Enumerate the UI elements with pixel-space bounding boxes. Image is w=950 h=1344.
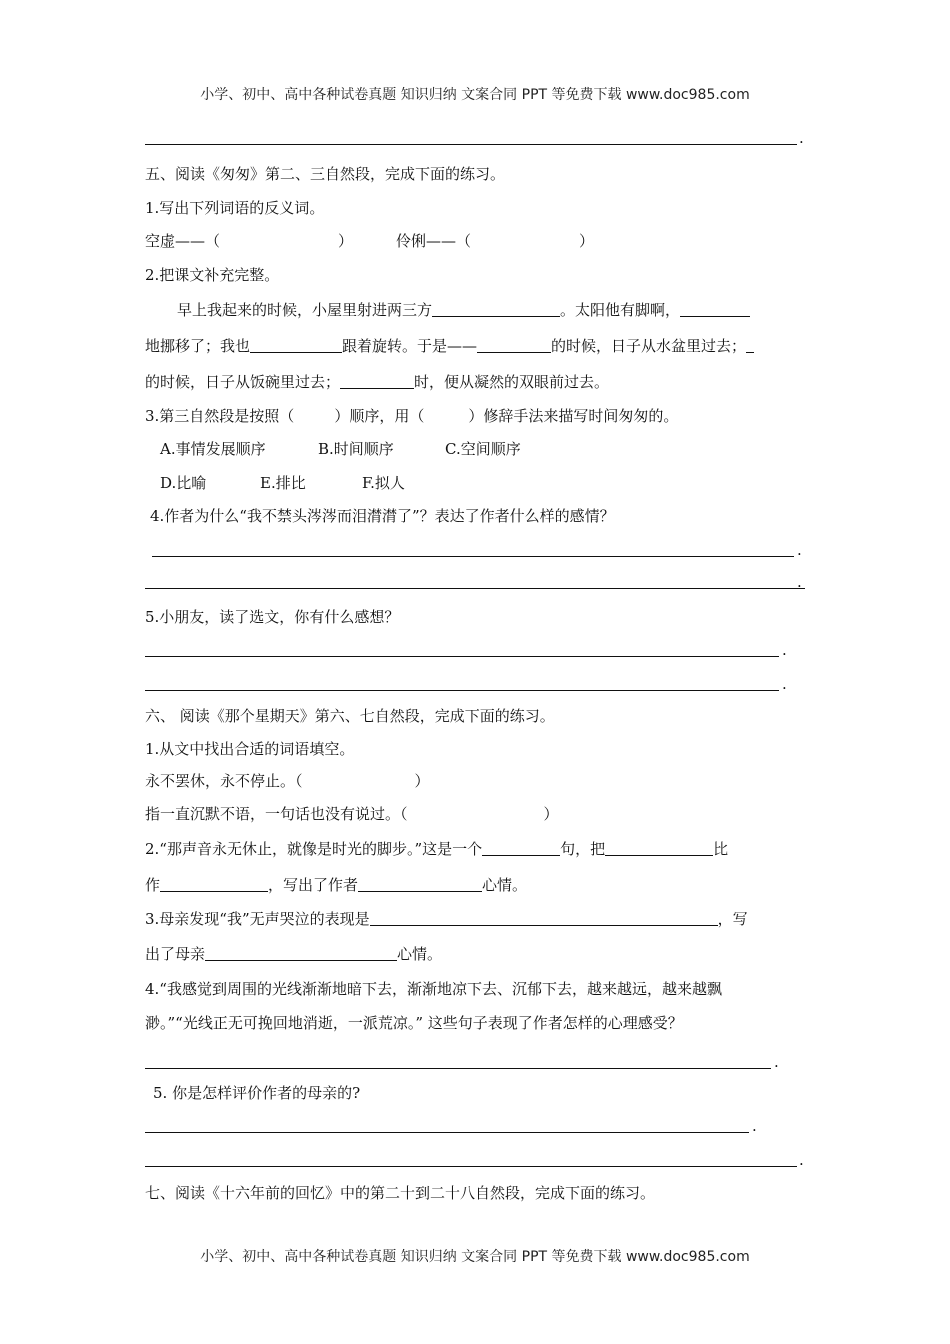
line-end-period: . [752,1117,757,1135]
answer-line[interactable] [152,556,794,557]
passage-text: 的时候，日子从水盆里过去； [551,337,747,355]
s6-question-2-line-2 [145,875,527,895]
section-6-title: 六、 阅读《那个星期天》第六、七自然段，完成下面的练习。 [145,707,555,725]
section-5-title: 五、阅读《匆匆》第二、三自然段，完成下面的练习。 [145,165,506,183]
blank[interactable] [370,910,718,926]
answer-line[interactable] [145,1166,797,1167]
line-end-period: . [782,641,787,659]
section-7-title: 七、阅读《十六年前的回忆》中的第二十到二十八自然段，完成下面的练习。 [145,1184,656,1202]
line-end-period: . [797,541,802,559]
blank[interactable] [680,301,750,317]
q2-text: 句，把 [560,840,606,858]
line-end-period: . [782,675,787,693]
blank[interactable] [432,301,560,317]
blank[interactable] [250,337,342,353]
q2-text: 2.“那声音永无休止，就像是时光的脚步。”这是一个 [145,840,483,858]
s6-definition-2 [145,804,559,824]
s6-question-2-line-1 [145,839,728,859]
answer-line[interactable] [145,144,797,145]
line-end-period: . [797,573,802,591]
blank[interactable] [160,876,268,892]
answer-line[interactable] [145,656,779,657]
blank[interactable] [605,840,713,856]
definition-close: ） [543,805,559,823]
passage-text: 的时候，日子从饭碗里过去； [145,373,341,391]
q2-text: 心情。 [482,876,528,894]
blank[interactable] [482,840,560,856]
answer-line[interactable] [145,1068,771,1069]
q3-text: ）顺序，用（ [334,407,425,425]
definition-text: 永不罢休，永不停止。（ [145,772,303,790]
s6-question-3-line-1 [145,909,748,929]
q3-text: 心情。 [397,945,443,963]
q3-text: 3.第三自然段是按照（ [145,407,295,425]
page-footer: 小学、初中、高中各种试卷真题 知识归纳 文案合同 PPT 等免费下载 www.doc985.com [200,1249,750,1265]
line-end-period: . [799,129,804,147]
option-a: A.事情发展顺序 [160,440,266,458]
s5-antonym-1 [145,231,353,251]
passage-text: 时，便从凝然的双眼前过去。 [414,373,610,391]
blank[interactable] [746,337,754,353]
antonym-2-close: ） [579,232,595,250]
q2-text: 作 [145,876,161,894]
passage-text: 跟着旋转。于是—— [342,337,478,355]
blank[interactable] [205,945,397,961]
option-d: D.比喻 [160,474,207,492]
s5-antonym-2 [396,231,594,251]
q2-text: ，写出了作者 [268,876,359,894]
s6-definition-1 [145,771,430,791]
q3-text: 3.母亲发现“我”无声哭泣的表现是 [145,910,370,928]
s5-question-5: 5.小朋友，读了选文，你有什么感想？ [145,608,400,626]
line-end-period: . [774,1053,779,1071]
q2-text: 比 [713,840,729,858]
definition-text: 指一直沉默不语，一句话也没有说过。（ [145,805,408,823]
line-end-period: . [799,1151,804,1169]
s5-question-4: 4.作者为什么“我不禁头涔涔而泪潸潸了”？表达了作者什么样的感情？ [150,507,615,525]
s6-question-4-line-2: 渺。”“光线正无可挽回地消逝，一派荒凉。” 这些句子表现了作者怎样的心理感受？ [145,1014,683,1032]
answer-line[interactable] [145,588,805,589]
answer-line[interactable] [145,1132,749,1133]
blank[interactable] [358,876,482,892]
s6-question-5: 5. 你是怎样评价作者的母亲的? [153,1084,361,1102]
definition-close: ） [414,772,430,790]
option-c: C.空间顺序 [445,440,521,458]
s6-question-1: 1.从文中找出合适的词语填空。 [145,740,355,758]
antonym-2-label: 伶俐——（ [396,232,472,250]
s6-question-4-line-1: 4.“我感觉到周围的光线渐渐地暗下去，渐渐地凉下去、沉郁下去，越来越远，越来越飘 [145,980,722,998]
s5-passage-line-3 [145,372,609,392]
option-b: B.时间顺序 [318,440,394,458]
s5-question-3 [145,406,678,426]
s5-passage-line-2 [145,336,754,356]
q3-text: 出了母亲 [145,945,206,963]
option-f: F.拟人 [362,474,405,492]
antonym-1-close: ） [338,232,354,250]
passage-text: 早上我起来的时候，小屋里射进两三方 [177,301,433,319]
s5-question-2: 2.把课文补充完整。 [145,266,280,284]
blank[interactable] [477,337,551,353]
blank[interactable] [340,373,414,389]
option-e: E.排比 [260,474,306,492]
q3-text: ）修辞手法来描写时间匆匆的。 [468,407,679,425]
s5-passage-line-1 [177,300,750,320]
s6-question-3-line-2 [145,944,442,964]
q3-text: ，写 [717,910,748,928]
s5-question-1: 1.写出下列词语的反义词。 [145,199,325,217]
antonym-1-label: 空虚——（ [145,232,221,250]
answer-line[interactable] [145,690,779,691]
passage-text: 。太阳他有脚啊， [560,301,681,319]
passage-text: 地挪移了；我也 [145,337,251,355]
page-header: 小学、初中、高中各种试卷真题 知识归纳 文案合同 PPT 等免费下载 www.doc985.com [200,87,750,103]
